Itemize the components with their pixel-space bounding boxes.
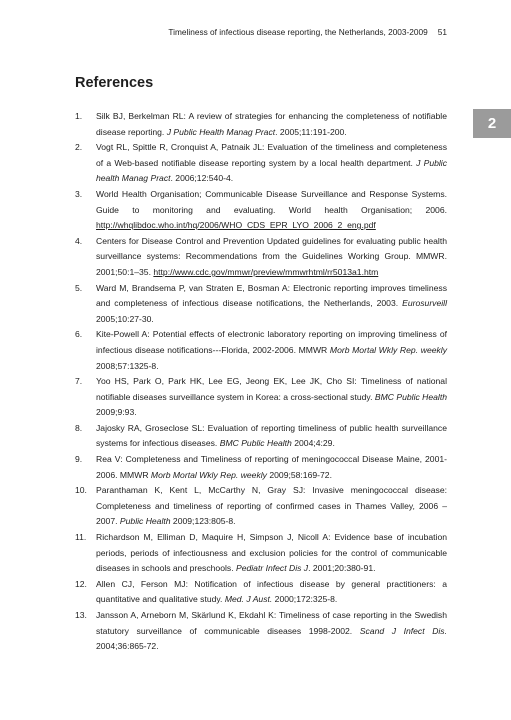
reference-item [75, 577, 447, 608]
reference-text: World Health Organisation; Communicable Disease Surveillance and Response Systems. Guide to monitoring and evaluating. World health Organisation; 2006. [96, 188, 447, 215]
reference-details: 2004;36:865-72. [96, 641, 159, 652]
reference-journal: Eurosurveill [402, 298, 447, 309]
reference-number: 4. [75, 235, 83, 246]
reference-journal: BMC Public Health [374, 391, 448, 402]
reference-journal: Scand J Infect Dis. [359, 625, 447, 636]
reference-text: Kite-Powell A: Potential effects of electronic laboratory reporting on improving timeliness of infectious disease notifications---Florida, 2002-2006. MMWR [96, 329, 447, 355]
reference-journal: Morb Mortal Wkly Rep. weekly [150, 469, 267, 480]
page-number: 51 [437, 27, 447, 37]
reference-list [75, 109, 447, 655]
running-header [0, 27, 447, 37]
reference-item [75, 140, 447, 187]
reference-details: 2005;10:27-30. [96, 313, 154, 324]
reference-journal: Morb Mortal Wkly Rep. weekly [329, 344, 448, 355]
running-title: Timeliness of infectious disease reporting, the Netherlands, 2003-2009 [168, 27, 428, 37]
reference-journal: J Public Health Manag Pract [166, 126, 276, 137]
section-title: References [75, 75, 154, 91]
reference-number: 13. [75, 610, 87, 620]
reference-text: Centers for Disease Control and Prevention Updated guidelines for evaluating public health surveillance systems: Recommendations from the Guidelines Working Group. MMWR. 2001;50:1–35. [96, 235, 447, 277]
reference-details: 2009;58:169-72. [266, 469, 332, 480]
reference-number: 5. [75, 282, 83, 293]
reference-item [75, 374, 447, 421]
reference-number: 8. [75, 422, 83, 433]
reference-text: Paranthaman K, Kent L, McCarthy N, Gray SJ: Invasive meningococcal disease: Completeness and timeliness of reporting of confirmed cases in Thames Valley, 2006 – 2007. [96, 485, 447, 527]
reference-item [75, 187, 447, 234]
reference-item [75, 281, 447, 328]
reference-text: Yoo HS, Park O, Park HK, Lee EG, Jeong EK, Lee JK, Cho SI: Timeliness of national notifiable diseases surveillance system in Korea: a cross-sectional study. [96, 376, 447, 402]
reference-number: 1. [75, 111, 83, 121]
reference-details: . 2005;11:191-200. [275, 126, 347, 137]
reference-journal: Public Health [119, 516, 171, 527]
reference-text: Jansson A, Arneborn M, Skärlund K, Ekdahl K: Timeliness of case reporting in the Swedish statutory surveillance of communicable diseases 1998-2002. [96, 610, 447, 636]
reference-number: 9. [75, 454, 83, 465]
reference-details: 2004;4:29. [291, 438, 335, 449]
reference-details: 2000;172:325-8. [272, 594, 338, 605]
reference-number: 6. [75, 329, 83, 340]
reference-number: 12. [75, 578, 87, 589]
reference-link[interactable]: http://whqlibdoc.who.int/hq/2006/WHO_CDS_EPR_LYO_2006_2_eng.pdf [96, 220, 376, 231]
reference-text: Ward M, Brandsema P, van Straten E, Bosman A: Electronic reporting improves timeliness and completeness of infectious disease notifications, the Netherlands, 2003. [96, 282, 447, 309]
reference-number: 2. [75, 142, 83, 153]
reference-text: Silk BJ, Berkelman RL: A review of strategies for enhancing the completeness of notifiable disease reporting. [96, 111, 447, 137]
reference-details: 2009;9:93. [96, 407, 137, 418]
reference-details: 2009;123:805-8. [170, 516, 236, 527]
reference-journal: Pediatr Infect Dis J [235, 563, 309, 574]
chapter-tab: 2 [473, 109, 511, 138]
reference-number: 3. [75, 188, 83, 199]
reference-item [75, 327, 447, 374]
reference-number: 11. [75, 532, 87, 543]
reference-journal: BMC Public Health [219, 438, 292, 449]
reference-number: 10. [75, 485, 87, 496]
reference-journal: Med. J Aust. [224, 594, 273, 605]
reference-item [75, 421, 447, 452]
reference-details: . 2006;12:540-4. [170, 173, 234, 184]
reference-text: Allen CJ, Ferson MJ: Notification of infectious disease by general practitioners: a quantitative and qualitative study. [96, 578, 447, 605]
reference-item [75, 234, 447, 281]
reference-details: 2008;57:1325-8. [96, 360, 159, 371]
reference-text: Vogt RL, Spittle R, Cronquist A, Patnaik JL: Evaluation of the timeliness and completeness of a Web-based notifiable disease reporting system by a local health department. [96, 142, 447, 168]
reference-item [75, 608, 447, 655]
reference-journal: J Public health Manag Pract [96, 157, 447, 184]
reference-number: 7. [75, 376, 83, 387]
reference-item [75, 483, 447, 530]
reference-text: Rea V: Completeness and Timeliness of reporting of meningococcal Disease Maine, 2001-2006. MMWR [96, 454, 447, 480]
reference-text: Richardson M, Elliman D, Maquire H, Simpson J, Nicoll A: Evidence base of incubation periods, periods of infectiousness and exclusion policies for the control of communicable diseases in schools and preschools. [96, 532, 447, 574]
reference-link[interactable]: http://www.cdc.gov/mmwr/preview/mmwrhtml/rr5013a1.htm [153, 266, 379, 277]
reference-item [75, 530, 447, 577]
reference-details: . 2001;20:380-91. [308, 563, 376, 574]
reference-item [75, 109, 447, 140]
reference-text: Jajosky RA, Groseclose SL: Evaluation of reporting timeliness of public health surveillance systems for infectious diseases. [96, 422, 447, 449]
reference-item [75, 452, 447, 483]
